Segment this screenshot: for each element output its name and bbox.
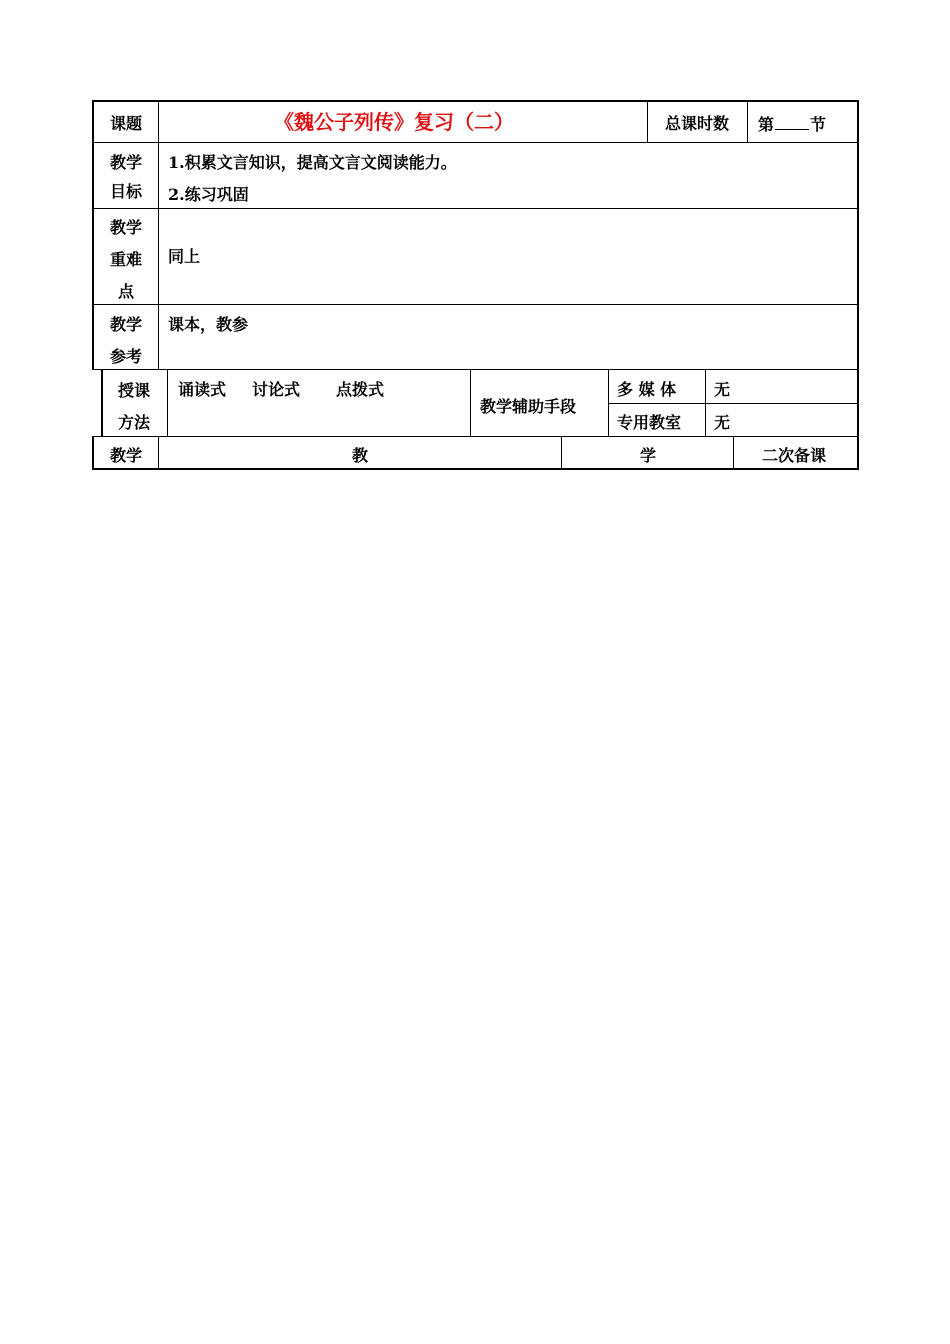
multimedia-label: 多 媒 体 [617, 380, 677, 399]
keypoints-label-line2: 重难 [110, 250, 143, 269]
classroom-value: 无 [714, 413, 731, 432]
references-content: 课本，教参 [168, 315, 249, 334]
teaching-aids-label: 教学辅助手段 [480, 397, 577, 416]
method-item-3: 点拨式 [336, 380, 385, 399]
goal-item-2: 2.练习巩固 [168, 185, 249, 204]
topic-label: 课题 [110, 114, 143, 133]
section-suffix: 节 [810, 115, 827, 134]
section-number-field[interactable] [758, 115, 826, 135]
footer-col-learn: 学 [640, 446, 657, 465]
references-label-line1: 教学 [110, 315, 143, 334]
section-blank[interactable] [775, 115, 809, 130]
method-item-2: 讨论式 [252, 380, 301, 399]
method-item-1: 诵读式 [178, 380, 227, 399]
goal-item-1: 1.积累文言知识，提高文言文阅读能力。 [168, 153, 457, 172]
methods-label-line2: 方法 [118, 413, 151, 432]
footer-col-teach: 教 [352, 446, 369, 465]
methods-label-line1: 授课 [118, 381, 151, 400]
keypoints-label-line3: 点 [118, 282, 135, 301]
goals-label-line2: 目标 [110, 182, 143, 201]
keypoints-content: 同上 [168, 247, 201, 266]
keypoints-label-line1: 教学 [110, 218, 143, 237]
references-label-line2: 参考 [110, 347, 143, 366]
footer-col-teaching: 教学 [110, 446, 143, 465]
total-hours-label: 总课时数 [665, 114, 730, 133]
lesson-title: 《魏公子列传》复习（二） [274, 110, 514, 134]
classroom-label: 专用教室 [617, 413, 682, 432]
footer-col-second-prep: 二次备课 [762, 446, 827, 465]
goals-label-line1: 教学 [110, 153, 143, 172]
section-prefix: 第 [758, 115, 775, 134]
multimedia-value: 无 [714, 380, 731, 399]
